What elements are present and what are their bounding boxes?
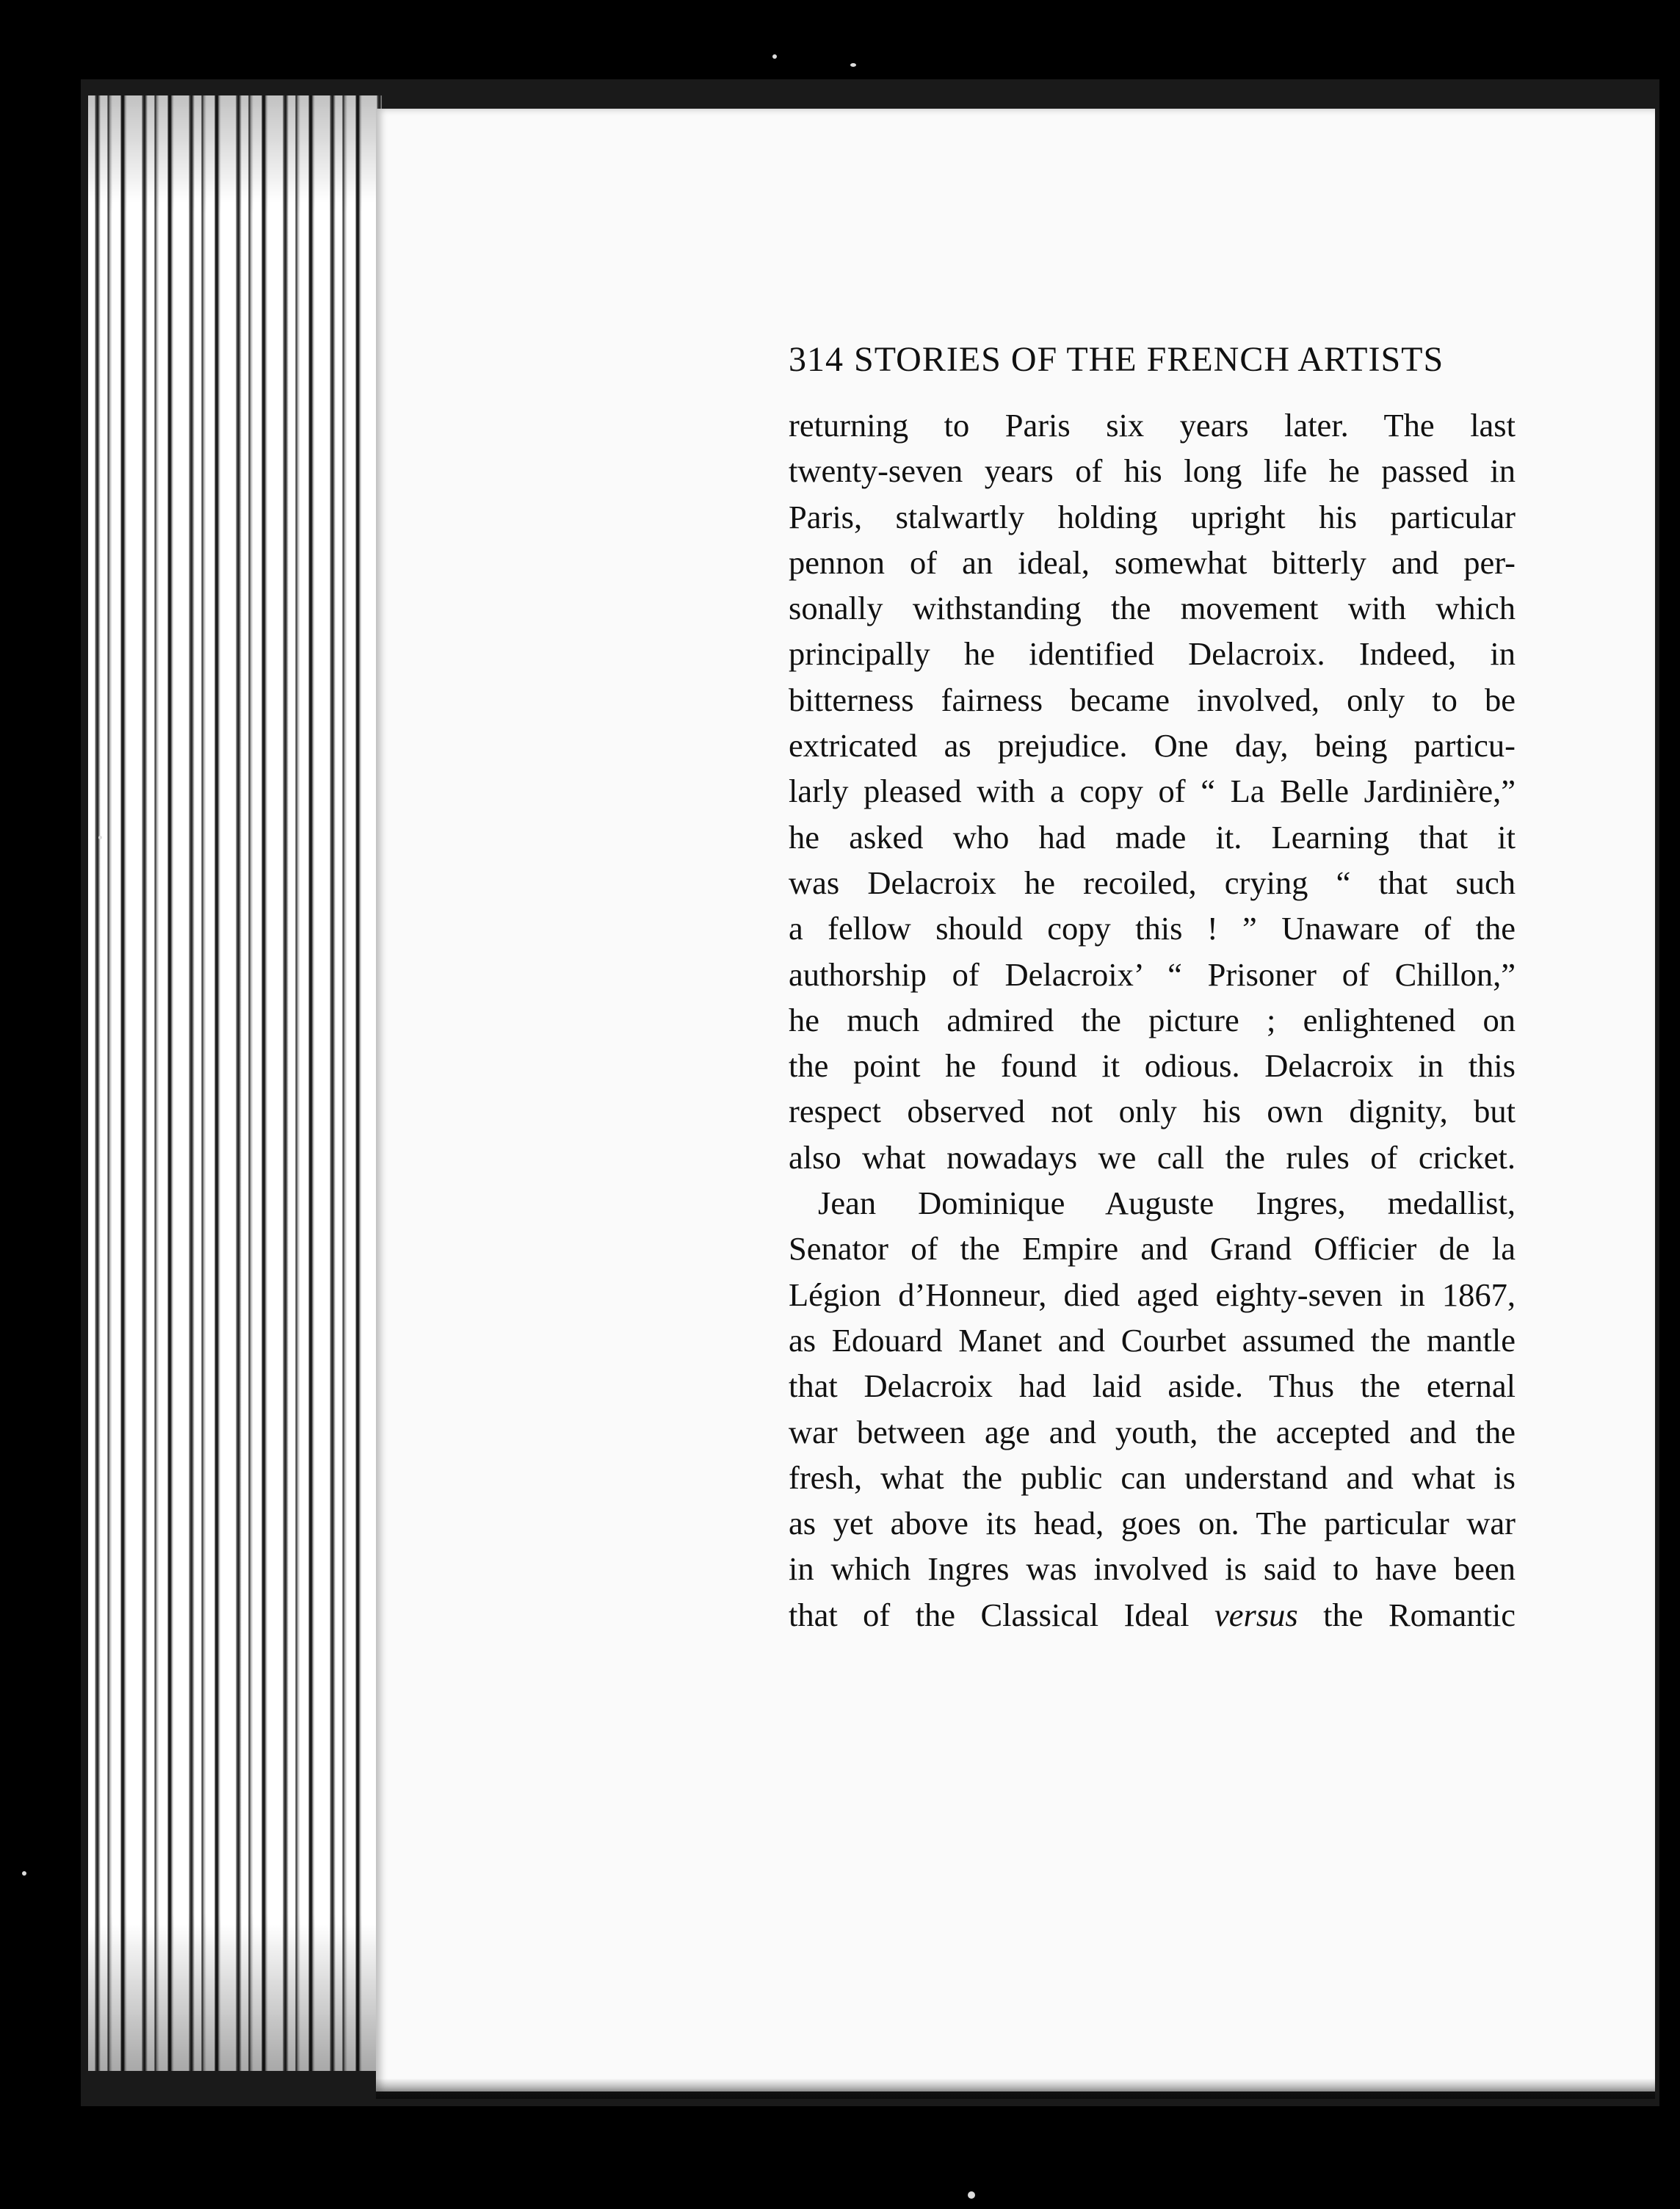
text-segment: returning to Paris six years later. The last: [789, 407, 1516, 444]
text-segment: as Edouard Manet and Courbet assumed the mantle: [789, 1321, 1516, 1359]
text-segment: Jean Dominique Auguste Ingres, medallist,: [818, 1185, 1516, 1222]
text-line: [789, 1135, 1516, 1180]
text-line: [789, 494, 1516, 540]
running-head: [789, 339, 1516, 380]
page-edges: [88, 95, 382, 2071]
text-line: [789, 1500, 1516, 1546]
text-line: [789, 723, 1516, 768]
text-segment: respect observed not only his own dignity, but: [789, 1093, 1516, 1130]
text-line: [789, 1592, 1516, 1638]
text-line: [789, 1180, 1516, 1226]
text-segment: sonally withstanding the movement with which: [789, 590, 1516, 627]
page-bottom-shadow: [376, 2078, 1655, 2099]
text-segment: also what nowadays we call the rules of cricket.: [789, 1138, 1516, 1176]
text-line: [789, 448, 1516, 494]
text-segment: Légion d’Honneur, died aged eighty-seven in 1867,: [789, 1276, 1516, 1313]
scan-speck: [968, 2191, 975, 2199]
text-segment: he much admired the picture ; enlightened on: [789, 1001, 1516, 1038]
running-title: STORIES OF THE FRENCH ARTISTS: [854, 340, 1444, 379]
text-line: [789, 1546, 1516, 1591]
text-segment: was Delacroix he recoiled, crying “ that such: [789, 864, 1516, 901]
page-number: 314: [789, 340, 844, 379]
text-line: [789, 1272, 1516, 1317]
text-segment: the point he found it odious. Delacroix in this: [789, 1047, 1516, 1085]
scan-speck: [772, 54, 777, 59]
text-line: [789, 1088, 1516, 1134]
text-line: [789, 814, 1516, 860]
text-segment: Senator of the Empire and Grand Officier de la: [789, 1230, 1516, 1268]
text-line: [789, 905, 1516, 951]
text-line: [789, 402, 1516, 448]
text-line: [789, 631, 1516, 676]
text-line: [789, 1409, 1516, 1455]
text-segment: that of the Classical Ideal: [789, 1596, 1214, 1633]
text-line: [789, 1226, 1516, 1271]
text-segment: Paris, stalwartly holding upright his particular: [789, 498, 1516, 535]
text-segment: a fellow should copy this ! ” Unaware of the: [789, 910, 1516, 947]
text-line: [789, 540, 1516, 585]
text-segment: war between age and youth, the accepted and the: [789, 1413, 1516, 1450]
text-segment: bitterness fairness became involved, only to be: [789, 681, 1516, 718]
text-line: [789, 952, 1516, 997]
text-line: [789, 585, 1516, 631]
text-segment: fresh, what the public can understand and what is: [789, 1458, 1516, 1496]
text-segment: he asked who had made it. Learning that it: [789, 818, 1516, 856]
text-segment: pennon of an ideal, somewhat bitterly and per-: [789, 543, 1516, 581]
text-segment: as yet above its head, goes on. The particular war: [789, 1505, 1516, 1542]
body-text: [789, 402, 1516, 1638]
text-segment: principally he identified Delacroix. Indeed, in: [789, 635, 1516, 673]
text-segment: authorship of Delacroix’ “ Prisoner of Chillon,”: [789, 955, 1516, 993]
text-segment: extricated as prejudice. One day, being particu-: [789, 727, 1516, 764]
text-segment: larly pleased with a copy of “ La Belle Jardinière,”: [789, 773, 1516, 810]
text-line: [789, 1317, 1516, 1363]
text-line: [789, 677, 1516, 723]
text-line: [789, 1455, 1516, 1500]
text-segment: that Delacroix had laid aside. Thus the eternal: [789, 1367, 1516, 1405]
text-segment: twenty-seven years of his long life he passed in: [789, 452, 1516, 490]
text-line: [789, 1363, 1516, 1409]
text-segment: the Romantic: [1297, 1596, 1516, 1633]
scan-speck: [98, 836, 102, 839]
text-line: [789, 997, 1516, 1043]
text-line: [789, 860, 1516, 905]
scan-speck: [22, 1871, 26, 1876]
scan-speck: [850, 63, 856, 67]
text-line: [789, 768, 1516, 814]
text-line: [789, 1043, 1516, 1088]
text-segment: in which Ingres was involved is said to have been: [789, 1550, 1516, 1588]
italic-text: versus: [1214, 1596, 1298, 1633]
